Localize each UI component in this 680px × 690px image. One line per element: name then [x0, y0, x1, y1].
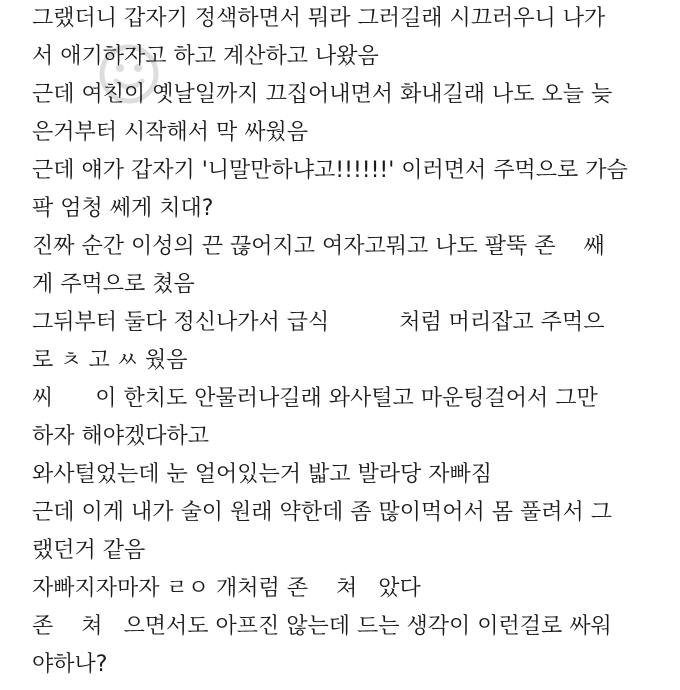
post-line: 하자 해야겠다하고 — [32, 424, 210, 449]
post-line: 팍 엄청 쎄게 치대? — [32, 196, 214, 221]
post-line: 와사털었는데 눈 얼어있는거 밟고 발라당 자빠짐 — [32, 462, 493, 487]
post-line: 진짜 순간 이성의 끈 끊어지고 여자고뭐고 나도 팔뚝 존 쌔 — [32, 234, 605, 259]
post-line: 서 애기하자고 하고 계산하고 나왔음 — [32, 44, 379, 69]
post-line: 근데 이게 내가 술이 원래 약한데 좀 많이먹어서 몸 풀려서 그 — [32, 500, 612, 525]
post-line: 그뒤부터 둘다 정신나가서 급식 처럼 머리잡고 주먹으 — [32, 310, 605, 335]
post-line: 게 주먹으로 쳤음 — [32, 272, 195, 297]
post-line: 로 ㅊ 고 ㅆ 웠음 — [32, 348, 188, 373]
post-line: 존 쳐 으면서도 아프진 않는데 드는 생각이 이런걸로 싸워 — [32, 614, 612, 639]
post-line: 야하나? — [32, 652, 108, 677]
post-line: 근데 얘가 갑자기 '니말만하냐고!!!!!!' 이러면서 주먹으로 가슴 — [32, 158, 628, 183]
post-line: 근데 여친이 옛날일까지 끄집어내면서 화내길래 나도 오늘 늦 — [32, 82, 613, 107]
post-line: 씨 이 한치도 안물러나길래 와사털고 마운팅걸어서 그만 — [32, 386, 598, 411]
post-line: 그랬더니 갑자기 정색하면서 뭐라 그러길래 시끄러우니 나가 — [32, 6, 606, 31]
post-body — [32, 0, 662, 684]
post-line: 랬던거 같음 — [32, 538, 146, 563]
post-line: 자빠지자마자 ㄹㅇ 개처럼 존 쳐 았다 — [32, 576, 421, 601]
post-line: 은거부터 시작해서 막 싸웠음 — [32, 120, 309, 145]
